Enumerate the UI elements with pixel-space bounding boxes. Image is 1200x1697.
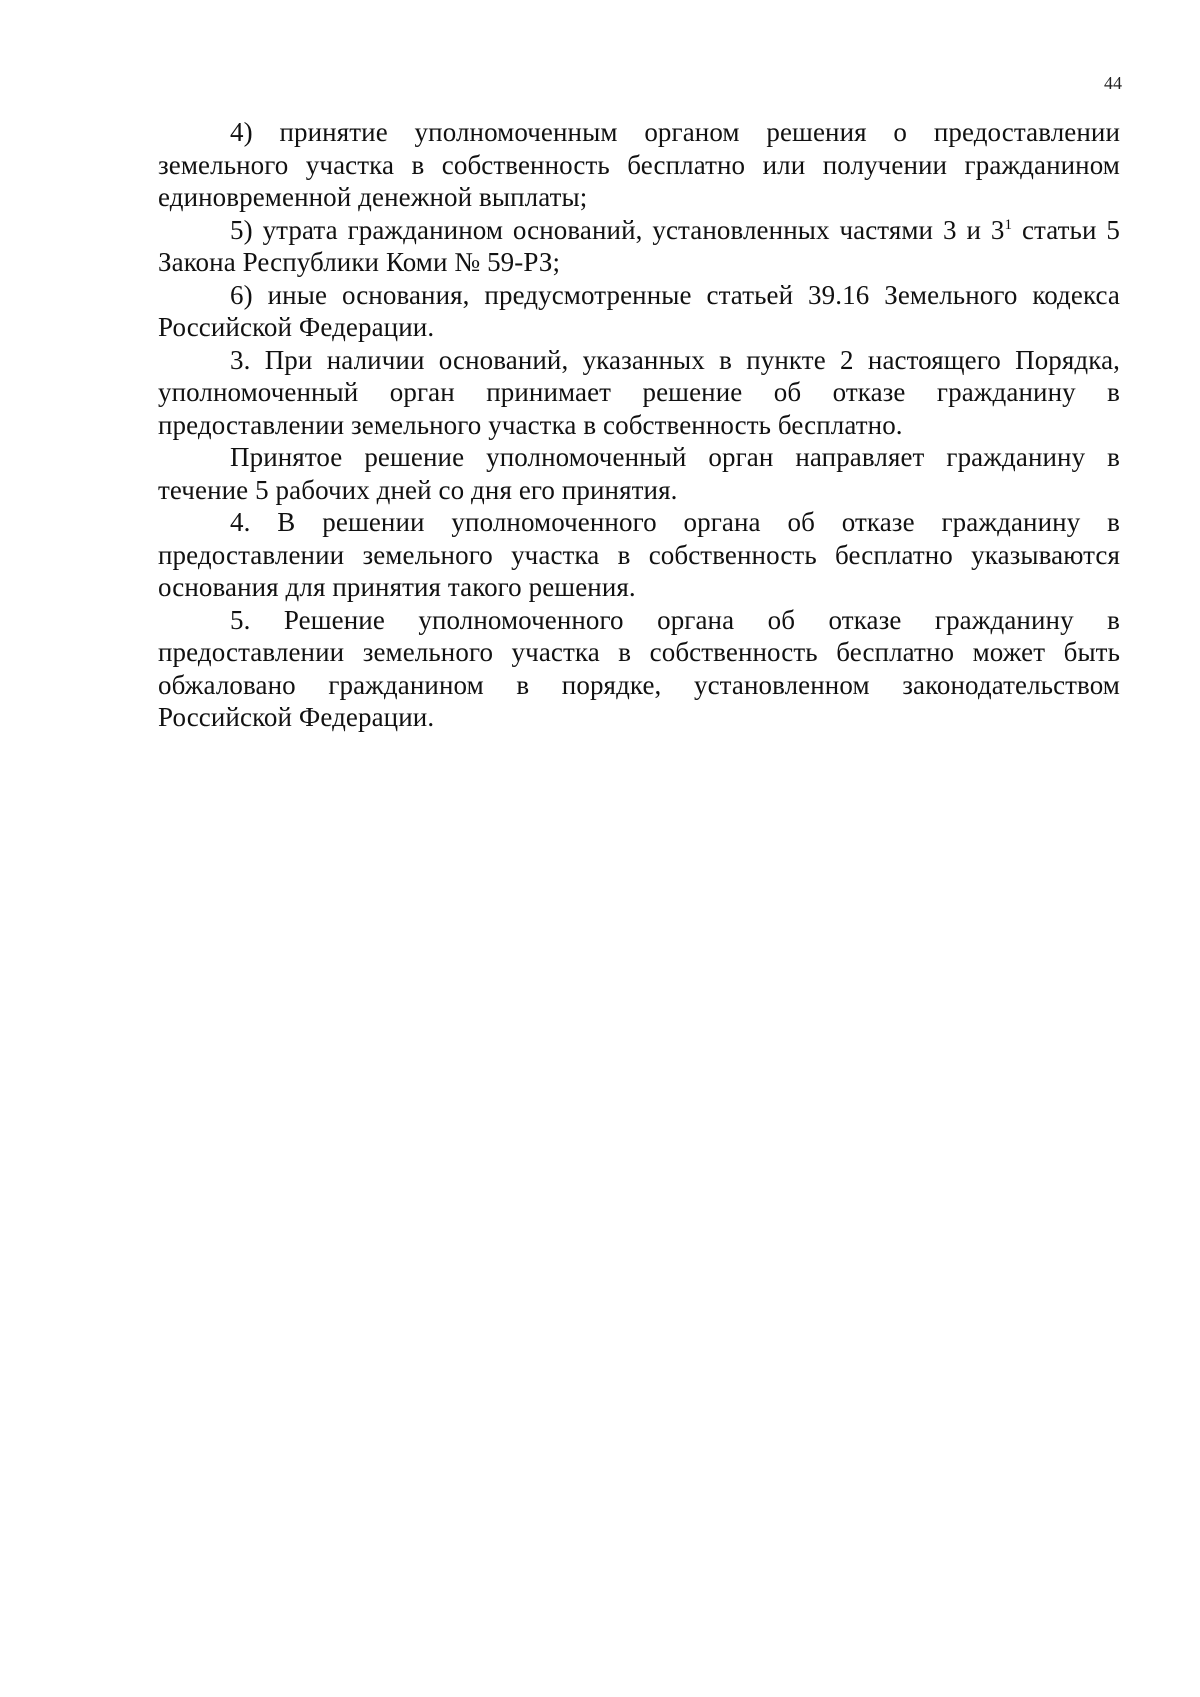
paragraph-item-6: 6) иные основания, предусмотренные статьей 39.16 Земельного кодекса Российской Федерации. [158, 279, 1120, 342]
paragraph-clause-3: 3. При наличии оснований, указанных в пункте 2 настоящего Порядка, уполномоченный орган принимает решение об отказе гражданину в предоставлении земельного участка в собственность бесплатно. [158, 344, 1120, 440]
paragraph-item-5-text-cont: статьи 5 Закона Республики Коми № 59-РЗ; [158, 214, 1120, 277]
paragraph-clause-4: 4. В решении уполномоченного органа об отказе гражданину в предоставлении земельного участка в собственность бесплатно указываются основания для принятия такого решения. [158, 507, 1120, 602]
page-number: 44 [1104, 73, 1122, 93]
paragraph-clause-3-notice: Принятое решение уполномоченный орган направляет гражданину в течение 5 рабочих дней со дня его принятия. [158, 442, 1120, 505]
paragraph-item-5 [158, 214, 1120, 279]
paragraph-item-5-text: 5) утрата гражданином оснований, установленных частями 3 и 3 [230, 214, 1005, 245]
paragraph-clause-5: 5. Решение уполномоченного органа об отказе гражданину в предоставлении земельного участка в собственность бесплатно может быть обжаловано гражданином в порядке, установленном законодательством Российской Федерации. [158, 604, 1120, 732]
superscript-index: 1 [1004, 216, 1013, 233]
paragraph-item-4: 4) принятие уполномоченным органом решения о предоставлении земельного участка в собственность бесплатно или получении гражданином единовременной денежной выплаты; [158, 117, 1120, 212]
document-body [158, 116, 1120, 734]
